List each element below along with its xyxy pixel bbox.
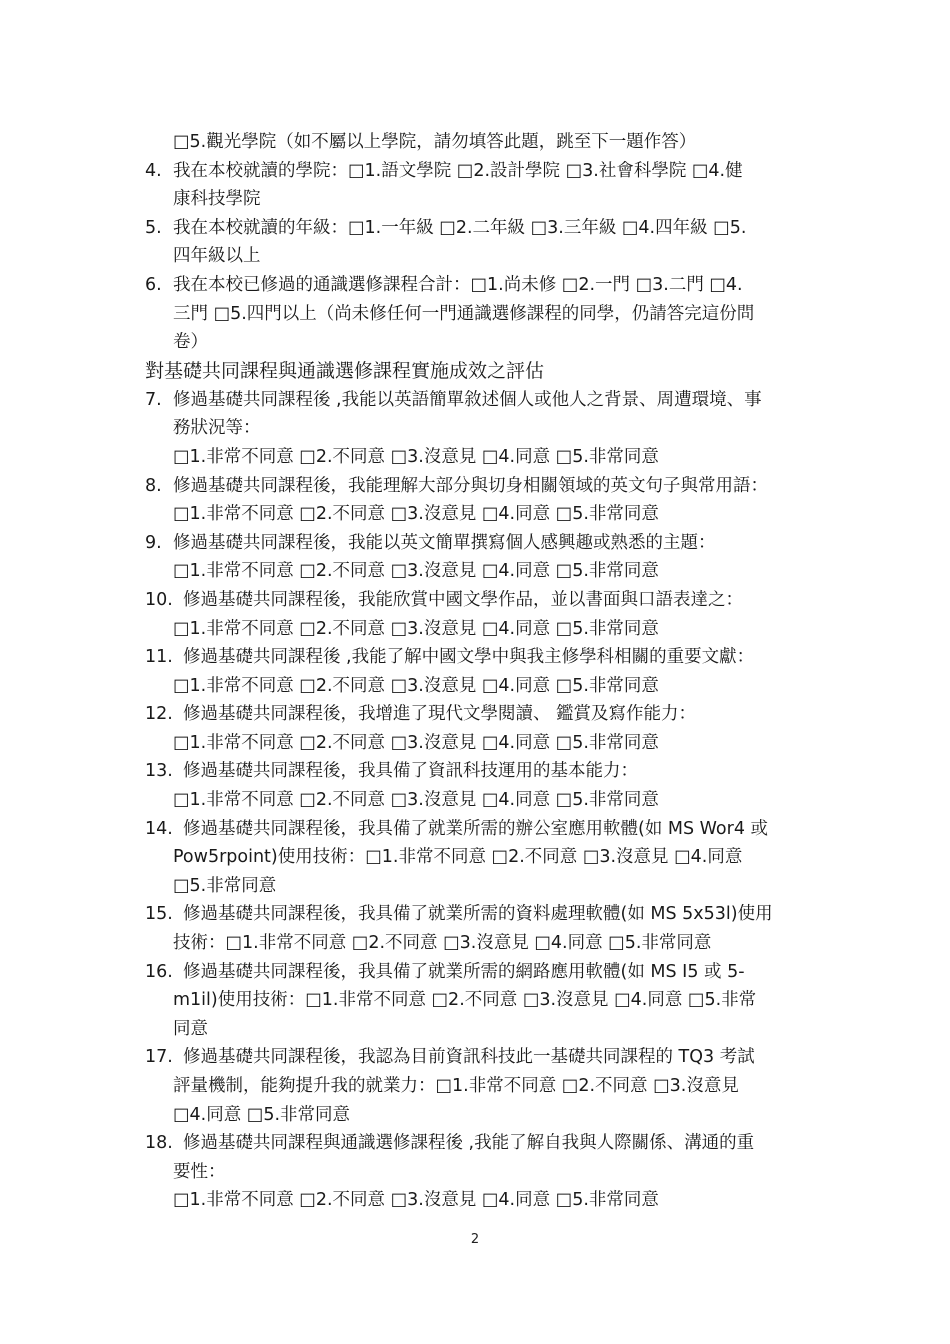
answer-options: □5.非常同意	[173, 875, 277, 896]
question-number: 7.	[145, 389, 162, 410]
question-5	[145, 214, 825, 271]
question-10	[145, 586, 825, 643]
question-number: 5.	[145, 217, 162, 238]
question-11	[145, 643, 825, 700]
question-text: 評量機制，能夠提升我的就業力：□1.非常不同意 □2.不同意 □3.沒意見	[173, 1076, 739, 1096]
question-number: 6.	[145, 274, 162, 295]
question-number: 14.	[145, 818, 173, 839]
question-text: 康科技學院	[173, 189, 261, 210]
question-6	[145, 271, 825, 357]
answer-options: □1.非常不同意 □2.不同意 □3.沒意見 □4.同意 □5.非常同意	[173, 1190, 659, 1211]
question-13	[145, 757, 825, 814]
questionnaire-content	[145, 128, 825, 1215]
question-text: 我在本校就讀的學院：□1.語文學院 □2.設計學院 □3.社會科學院 □4.健	[173, 160, 743, 181]
answer-options: □1.非常不同意 □2.不同意 □3.沒意見 □4.同意 □5.非常同意	[173, 732, 659, 753]
question-9	[145, 529, 825, 586]
question-17	[145, 1043, 825, 1129]
question-16	[145, 958, 825, 1044]
question-text: 三門 □5.四門以上（尚未修任何一門通識選修課程的同學，仍請答完這份問	[173, 303, 755, 324]
question-number: 12.	[145, 704, 173, 725]
answer-options: □1.非常不同意 □2.不同意 □3.沒意見 □4.同意 □5.非常同意	[173, 675, 659, 696]
question-text: 修過基礎共同課程與通識選修課程後 ,我能了解自我與人際關係、溝通的重	[183, 1133, 755, 1154]
page-number: 2	[470, 1232, 480, 1247]
question-15	[145, 900, 825, 957]
question-18	[145, 1129, 825, 1215]
question-text: 同意	[173, 1018, 208, 1039]
question-text: 修過基礎共同課程後 ,我能以英語簡單敘述個人或他人之背景、周遭環境、事	[173, 389, 762, 410]
question-12	[145, 700, 825, 757]
question-7	[145, 386, 825, 472]
question-14	[145, 815, 825, 901]
question-text: 我在本校就讀的年級：□1.一年級 □2.二年級 □3.三年級 □4.四年級 □5.	[173, 217, 747, 238]
question-text: 修過基礎共同課程後，我能欣賞中國文學作品，並以書面與口語表達之：	[183, 589, 743, 610]
question-number: 15.	[145, 904, 173, 925]
question-number: 13.	[145, 761, 173, 782]
question-text: 修過基礎共同課程後，我能以英文簡單撰寫個人感興趣或熟悉的主題：	[173, 532, 716, 553]
question-text: 修過基礎共同課程後 ,我能了解中國文學中與我主修學科相關的重要文獻：	[183, 647, 755, 668]
question-text: 四年級以上	[173, 246, 261, 267]
question-number: 18.	[145, 1133, 173, 1154]
answer-options: □1.非常不同意 □2.不同意 □3.沒意見 □4.同意 □5.非常同意	[173, 618, 659, 639]
question-text: 要性：	[173, 1161, 226, 1182]
question-4	[145, 157, 825, 214]
answer-options: □1.非常不同意 □2.不同意 □3.沒意見 □4.同意 □5.非常同意	[173, 790, 659, 811]
question-number: 17.	[145, 1047, 173, 1068]
answer-options: □1.非常不同意 □2.不同意 □3.沒意見 □4.同意 □5.非常同意	[173, 446, 659, 467]
question-number: 9.	[145, 532, 162, 553]
question-text: 修過基礎共同課程後，我具備了就業所需的辦公室應用軟體(如 MS Wor4 或	[183, 818, 769, 839]
question-text: 務狀況等：	[173, 418, 261, 439]
question-text: 修過基礎共同課程後，我具備了資訊科技運用的基本能力：	[183, 761, 638, 782]
question-text: m1il)使用技術：□1.非常不同意 □2.不同意 □3.沒意見 □4.同意 □5.非常	[173, 990, 757, 1011]
question-text: 修過基礎共同課程後，我具備了就業所需的網路應用軟體(如 MS I5 或 5-	[183, 961, 745, 982]
q3-continuation: □5.觀光學院（如不屬以上學院，請勿填答此題，跳至下一題作答）	[173, 132, 697, 152]
question-8	[145, 472, 825, 529]
question-text: 修過基礎共同課程後，我認為目前資訊科技此一基礎共同課程的 TQ3 考試	[183, 1047, 755, 1068]
question-number: 4.	[145, 160, 162, 181]
answer-options: □1.非常不同意 □2.不同意 □3.沒意見 □4.同意 □5.非常同意	[173, 504, 659, 525]
question-text: 我在本校已修過的通識選修課程合計：□1.尚未修 □2.一門 □3.二門 □4.	[173, 274, 743, 295]
question-number: 16.	[145, 961, 173, 982]
answer-options: □4.同意 □5.非常同意	[173, 1104, 351, 1125]
question-text: Pow5rpoint)使用技術：□1.非常不同意 □2.不同意 □3.沒意見 □4.同意	[173, 847, 743, 868]
section-heading: 對基礎共同課程與通識選修課程實施成效之評估	[145, 359, 545, 382]
question-text: 修過基礎共同課程後，我增進了現代文學閱讀、 鑑賞及寫作能力：	[183, 704, 697, 725]
question-text: 修過基礎共同課程後，我能理解大部分與切身相關領域的英文句子與常用語：	[173, 475, 768, 496]
question-text: 技術：□1.非常不同意 □2.不同意 □3.沒意見 □4.同意 □5.非常同意	[173, 933, 712, 954]
question-number: 11.	[145, 647, 173, 668]
question-number: 10.	[145, 589, 173, 610]
answer-options: □1.非常不同意 □2.不同意 □3.沒意見 □4.同意 □5.非常同意	[173, 561, 659, 582]
question-text: 修過基礎共同課程後，我具備了就業所需的資料處理軟體(如 MS 5x53l)使用	[183, 904, 773, 925]
question-text: 卷）	[173, 332, 208, 353]
question-number: 8.	[145, 475, 162, 496]
